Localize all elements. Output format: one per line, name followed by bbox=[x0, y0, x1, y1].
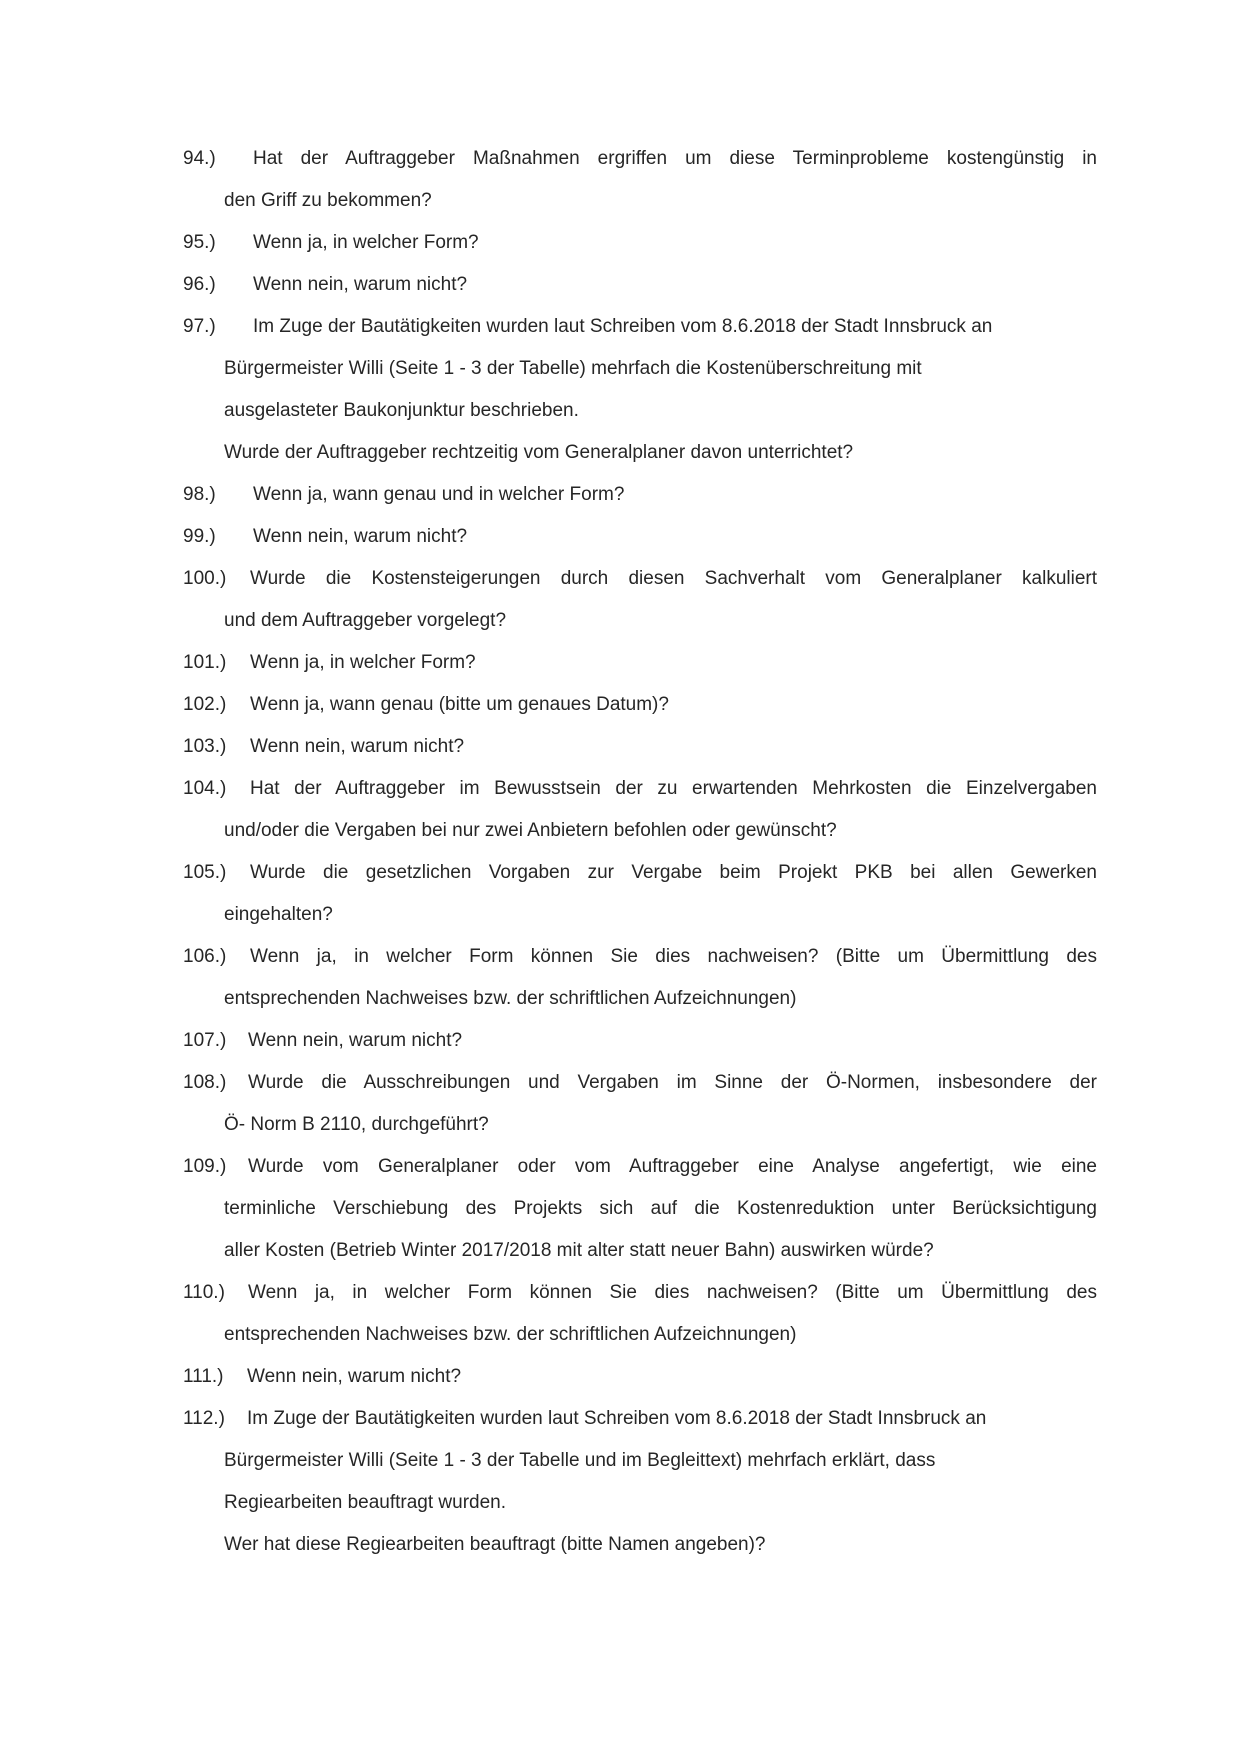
question-text-line: Wenn nein, warum nicht? bbox=[250, 736, 465, 757]
question-8 bbox=[183, 684, 1097, 726]
question-4 bbox=[183, 474, 1097, 516]
question-text-line: und dem Auftraggeber vorgelegt? bbox=[224, 610, 507, 631]
question-16 bbox=[183, 1272, 1097, 1356]
question-17 bbox=[183, 1356, 1097, 1398]
question-text-line: Wenn nein, warum nicht? bbox=[248, 1030, 463, 1051]
question-5 bbox=[183, 516, 1097, 558]
question-number: 109.) bbox=[183, 1156, 227, 1177]
question-number: 98.) bbox=[183, 484, 216, 505]
question-number: 104.) bbox=[183, 778, 227, 799]
question-text-line: Wer hat diese Regiearbeiten beauftragt (bitte Namen angeben)? bbox=[224, 1534, 766, 1555]
question-number: 111.) bbox=[183, 1366, 224, 1387]
question-number: 106.) bbox=[183, 946, 227, 967]
question-number: 96.) bbox=[183, 274, 216, 295]
question-13 bbox=[183, 1020, 1097, 1062]
question-number: 110.) bbox=[183, 1282, 225, 1303]
question-text-line: eingehalten? bbox=[224, 904, 333, 925]
question-number: 102.) bbox=[183, 694, 227, 715]
question-3 bbox=[183, 306, 1097, 474]
question-text-line: entsprechenden Nachweises bzw. der schriftlichen Aufzeichnungen) bbox=[224, 1324, 797, 1345]
question-text-line: Wurde vom Generalplaner oder vom Auftraggeber eine Analyse angefertigt, wie eine bbox=[248, 1156, 1097, 1177]
question-text-line: Wurde die gesetzlichen Vorgaben zur Vergabe beim Projekt PKB bei allen Gewerken bbox=[250, 862, 1097, 883]
question-number: 108.) bbox=[183, 1072, 227, 1093]
question-2 bbox=[183, 264, 1097, 306]
question-number: 107.) bbox=[183, 1030, 227, 1051]
question-15 bbox=[183, 1146, 1097, 1272]
question-text-line: Im Zuge der Bautätigkeiten wurden laut Schreiben vom 8.6.2018 der Stadt Innsbruck an bbox=[247, 1408, 987, 1429]
question-6 bbox=[183, 558, 1097, 642]
question-text-line: aller Kosten (Betrieb Winter 2017/2018 mit alter statt neuer Bahn) auswirken würde? bbox=[224, 1240, 934, 1261]
question-text-line: Bürgermeister Willi (Seite 1 - 3 der Tabelle und im Begleittext) mehrfach erklärt, dass bbox=[224, 1450, 936, 1471]
question-number: 112.) bbox=[183, 1408, 225, 1429]
question-text-line: Wenn ja, wann genau (bitte um genaues Datum)? bbox=[250, 694, 669, 715]
question-text-line: Wurde der Auftraggeber rechtzeitig vom Generalplaner davon unterrichtet? bbox=[224, 442, 854, 463]
question-text-line: Wenn ja, in welcher Form können Sie dies nachweisen? (Bitte um Übermittlung des bbox=[248, 1282, 1097, 1303]
question-number: 101.) bbox=[183, 652, 227, 673]
question-9 bbox=[183, 726, 1097, 768]
question-11 bbox=[183, 852, 1097, 936]
question-number: 95.) bbox=[183, 232, 216, 253]
question-text-line: Wenn ja, wann genau und in welcher Form? bbox=[253, 484, 625, 505]
question-0 bbox=[183, 138, 1097, 222]
question-text-line: Hat der Auftraggeber im Bewusstsein der zu erwartenden Mehrkosten die Einzelvergaben bbox=[250, 778, 1097, 799]
question-18 bbox=[183, 1398, 1097, 1566]
question-text-line: Wenn nein, warum nicht? bbox=[253, 274, 468, 295]
question-text-line: Regiearbeiten beauftragt wurden. bbox=[224, 1492, 507, 1513]
question-text-line: Bürgermeister Willi (Seite 1 - 3 der Tabelle) mehrfach die Kostenüberschreitung mit bbox=[224, 358, 922, 379]
question-10 bbox=[183, 768, 1097, 852]
question-text-line: den Griff zu bekommen? bbox=[224, 190, 432, 211]
question-text-line: Ö- Norm B 2110, durchgeführt? bbox=[224, 1114, 489, 1135]
question-number: 99.) bbox=[183, 526, 216, 547]
question-text-line: Wenn nein, warum nicht? bbox=[253, 526, 468, 547]
question-text-line: und/oder die Vergaben bei nur zwei Anbietern befohlen oder gewünscht? bbox=[224, 820, 837, 841]
question-number: 105.) bbox=[183, 862, 227, 883]
question-text-line: terminliche Verschiebung des Projekts sich auf die Kostenreduktion unter Berücksichtigung bbox=[224, 1198, 1097, 1219]
question-text-line: Wurde die Ausschreibungen und Vergaben im Sinne der Ö-Normen, insbesondere der bbox=[248, 1072, 1097, 1093]
question-text-line: Wenn ja, in welcher Form? bbox=[253, 232, 479, 253]
question-text-line: Wenn ja, in welcher Form? bbox=[250, 652, 476, 673]
question-number: 103.) bbox=[183, 736, 227, 757]
question-7 bbox=[183, 642, 1097, 684]
question-number: 94.) bbox=[183, 148, 216, 169]
question-text-line: Im Zuge der Bautätigkeiten wurden laut Schreiben vom 8.6.2018 der Stadt Innsbruck an bbox=[253, 316, 993, 337]
question-text-line: entsprechenden Nachweises bzw. der schriftlichen Aufzeichnungen) bbox=[224, 988, 797, 1009]
question-text-line: Wenn nein, warum nicht? bbox=[247, 1366, 462, 1387]
question-text-line: Wenn ja, in welcher Form können Sie dies nachweisen? (Bitte um Übermittlung des bbox=[250, 946, 1097, 967]
question-number: 97.) bbox=[183, 316, 216, 337]
question-1 bbox=[183, 222, 1097, 264]
question-text-line: Hat der Auftraggeber Maßnahmen ergriffen um diese Terminprobleme kostengünstig in bbox=[253, 148, 1097, 169]
question-text-line: ausgelasteter Baukonjunktur beschrieben. bbox=[224, 400, 579, 421]
question-text-line: Wurde die Kostensteigerungen durch diesen Sachverhalt vom Generalplaner kalkuliert bbox=[250, 568, 1097, 589]
question-number: 100.) bbox=[183, 568, 227, 589]
question-14 bbox=[183, 1062, 1097, 1146]
question-12 bbox=[183, 936, 1097, 1020]
